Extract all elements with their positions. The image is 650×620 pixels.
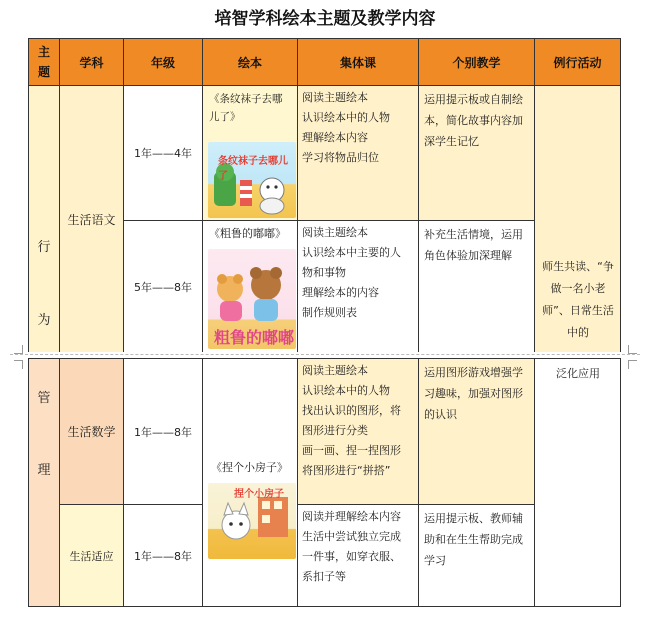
group-line: 理解绘本的内容	[302, 286, 379, 299]
header-picturebook: 绘本	[202, 38, 298, 86]
individual-text: 运用提示板、教师辅助和在生生帮助完成学习	[424, 512, 523, 567]
individual-cell	[418, 85, 535, 221]
group-line: 阅读主题绘本	[302, 364, 368, 377]
page-break-line	[10, 354, 640, 355]
group-line: 认识绘本中的人物	[302, 111, 390, 124]
page-corner-mark	[628, 345, 637, 354]
header-grade: 年级	[123, 38, 203, 86]
routine-text: 泛化应用	[556, 367, 600, 380]
grade-label: 1年——4年	[134, 147, 192, 160]
group-line: 生活中尝试独立完成	[302, 530, 401, 543]
routine-text: 师生共读、“争做一名小老师”、日常生活中的	[542, 260, 614, 339]
group-line: 找出认识的图形，将	[302, 404, 401, 417]
individual-text: 运用图形游戏增强学习趣味，加强对图形的认识	[424, 366, 523, 421]
page-corner-mark	[14, 345, 23, 354]
routine-cell-bottom	[534, 358, 621, 607]
cover-title: 粗鲁的嘟嘟	[214, 328, 295, 347]
grade-cell	[123, 85, 203, 221]
group-line: 认识绘本中的人物	[302, 384, 390, 397]
group-line: 学习将物品归位	[302, 151, 379, 164]
header-theme	[28, 38, 60, 86]
group-class-cell	[297, 358, 419, 505]
header-individual: 个别教学	[418, 38, 535, 86]
theme-char: 理	[37, 463, 51, 478]
subject-label: 生活适应	[69, 549, 114, 563]
page-corner-mark	[14, 360, 23, 369]
theme-char: 管	[37, 391, 51, 406]
group-line: 画一画、捏一捏图形	[302, 444, 401, 457]
grade-label: 1年——8年	[134, 549, 192, 563]
theme-char: 行	[37, 240, 51, 255]
picturebook-cover-image	[208, 483, 296, 559]
group-line: 图形进行分类	[302, 424, 368, 437]
group-line: 认识绘本中主要的人	[302, 246, 401, 259]
individual-text: 运用提示板或自制绘本，简化故事内容加深学生记忆	[424, 93, 523, 148]
group-line: 阅读主题绘本	[302, 226, 368, 239]
picturebook-title: 《捏个小房子》	[211, 461, 288, 474]
picturebook-cover-image	[208, 142, 296, 218]
group-line: 物和事物	[302, 266, 346, 279]
subject-label: 生活数学	[67, 425, 116, 439]
header-theme-label: 主题	[37, 45, 50, 79]
group-class-cell	[297, 220, 419, 353]
picturebook-cell	[202, 85, 298, 221]
individual-cell	[418, 358, 535, 505]
picturebook-title: 《条纹袜子去哪儿了》	[209, 93, 283, 123]
subject-life-adaptation	[59, 504, 124, 607]
grade-cell	[123, 358, 203, 505]
theme-cell-management	[28, 358, 60, 607]
routine-cell-top	[534, 85, 621, 353]
group-line: 将图形进行“拼搭”	[302, 464, 391, 477]
picturebook-cell	[202, 220, 298, 353]
header-group-class: 集体课	[297, 38, 419, 86]
group-line: 制作规则表	[302, 306, 357, 319]
theme-char: 为	[37, 313, 51, 328]
picturebook-cell-shared	[202, 358, 298, 607]
subject-chinese	[59, 85, 124, 353]
header-subject: 学科	[59, 38, 124, 86]
theme-cell-behavior	[28, 85, 60, 353]
group-line: 系扣子等	[302, 570, 346, 583]
group-class-cell	[297, 504, 419, 607]
individual-text: 补充生活情境，运用角色体验加深理解	[424, 228, 523, 262]
picturebook-cover-image	[208, 249, 296, 349]
group-class-cell	[297, 85, 419, 221]
page-title: 培智学科绘本主题及教学内容	[214, 9, 436, 29]
page-corner-mark	[628, 360, 637, 369]
group-line: 阅读并理解绘本内容	[302, 510, 401, 523]
group-line: 一件事，如穿衣服、	[302, 550, 401, 563]
group-line: 阅读主题绘本	[302, 91, 368, 104]
individual-cell	[418, 220, 535, 353]
cover-title: 条纹袜子去哪儿了	[218, 156, 288, 182]
subject-math	[59, 358, 124, 505]
picturebook-title: 《粗鲁的嘟嘟》	[209, 227, 286, 240]
grade-cell	[123, 504, 203, 607]
cover-title: 捏个小房子	[234, 489, 284, 500]
header-routine: 例行活动	[534, 38, 621, 86]
subject-label: 生活语文	[67, 212, 116, 227]
grade-cell	[123, 220, 203, 353]
individual-cell	[418, 504, 535, 607]
group-line: 理解绘本内容	[302, 131, 368, 144]
grade-label: 5年——8年	[134, 280, 192, 294]
grade-label: 1年——8年	[134, 425, 192, 439]
